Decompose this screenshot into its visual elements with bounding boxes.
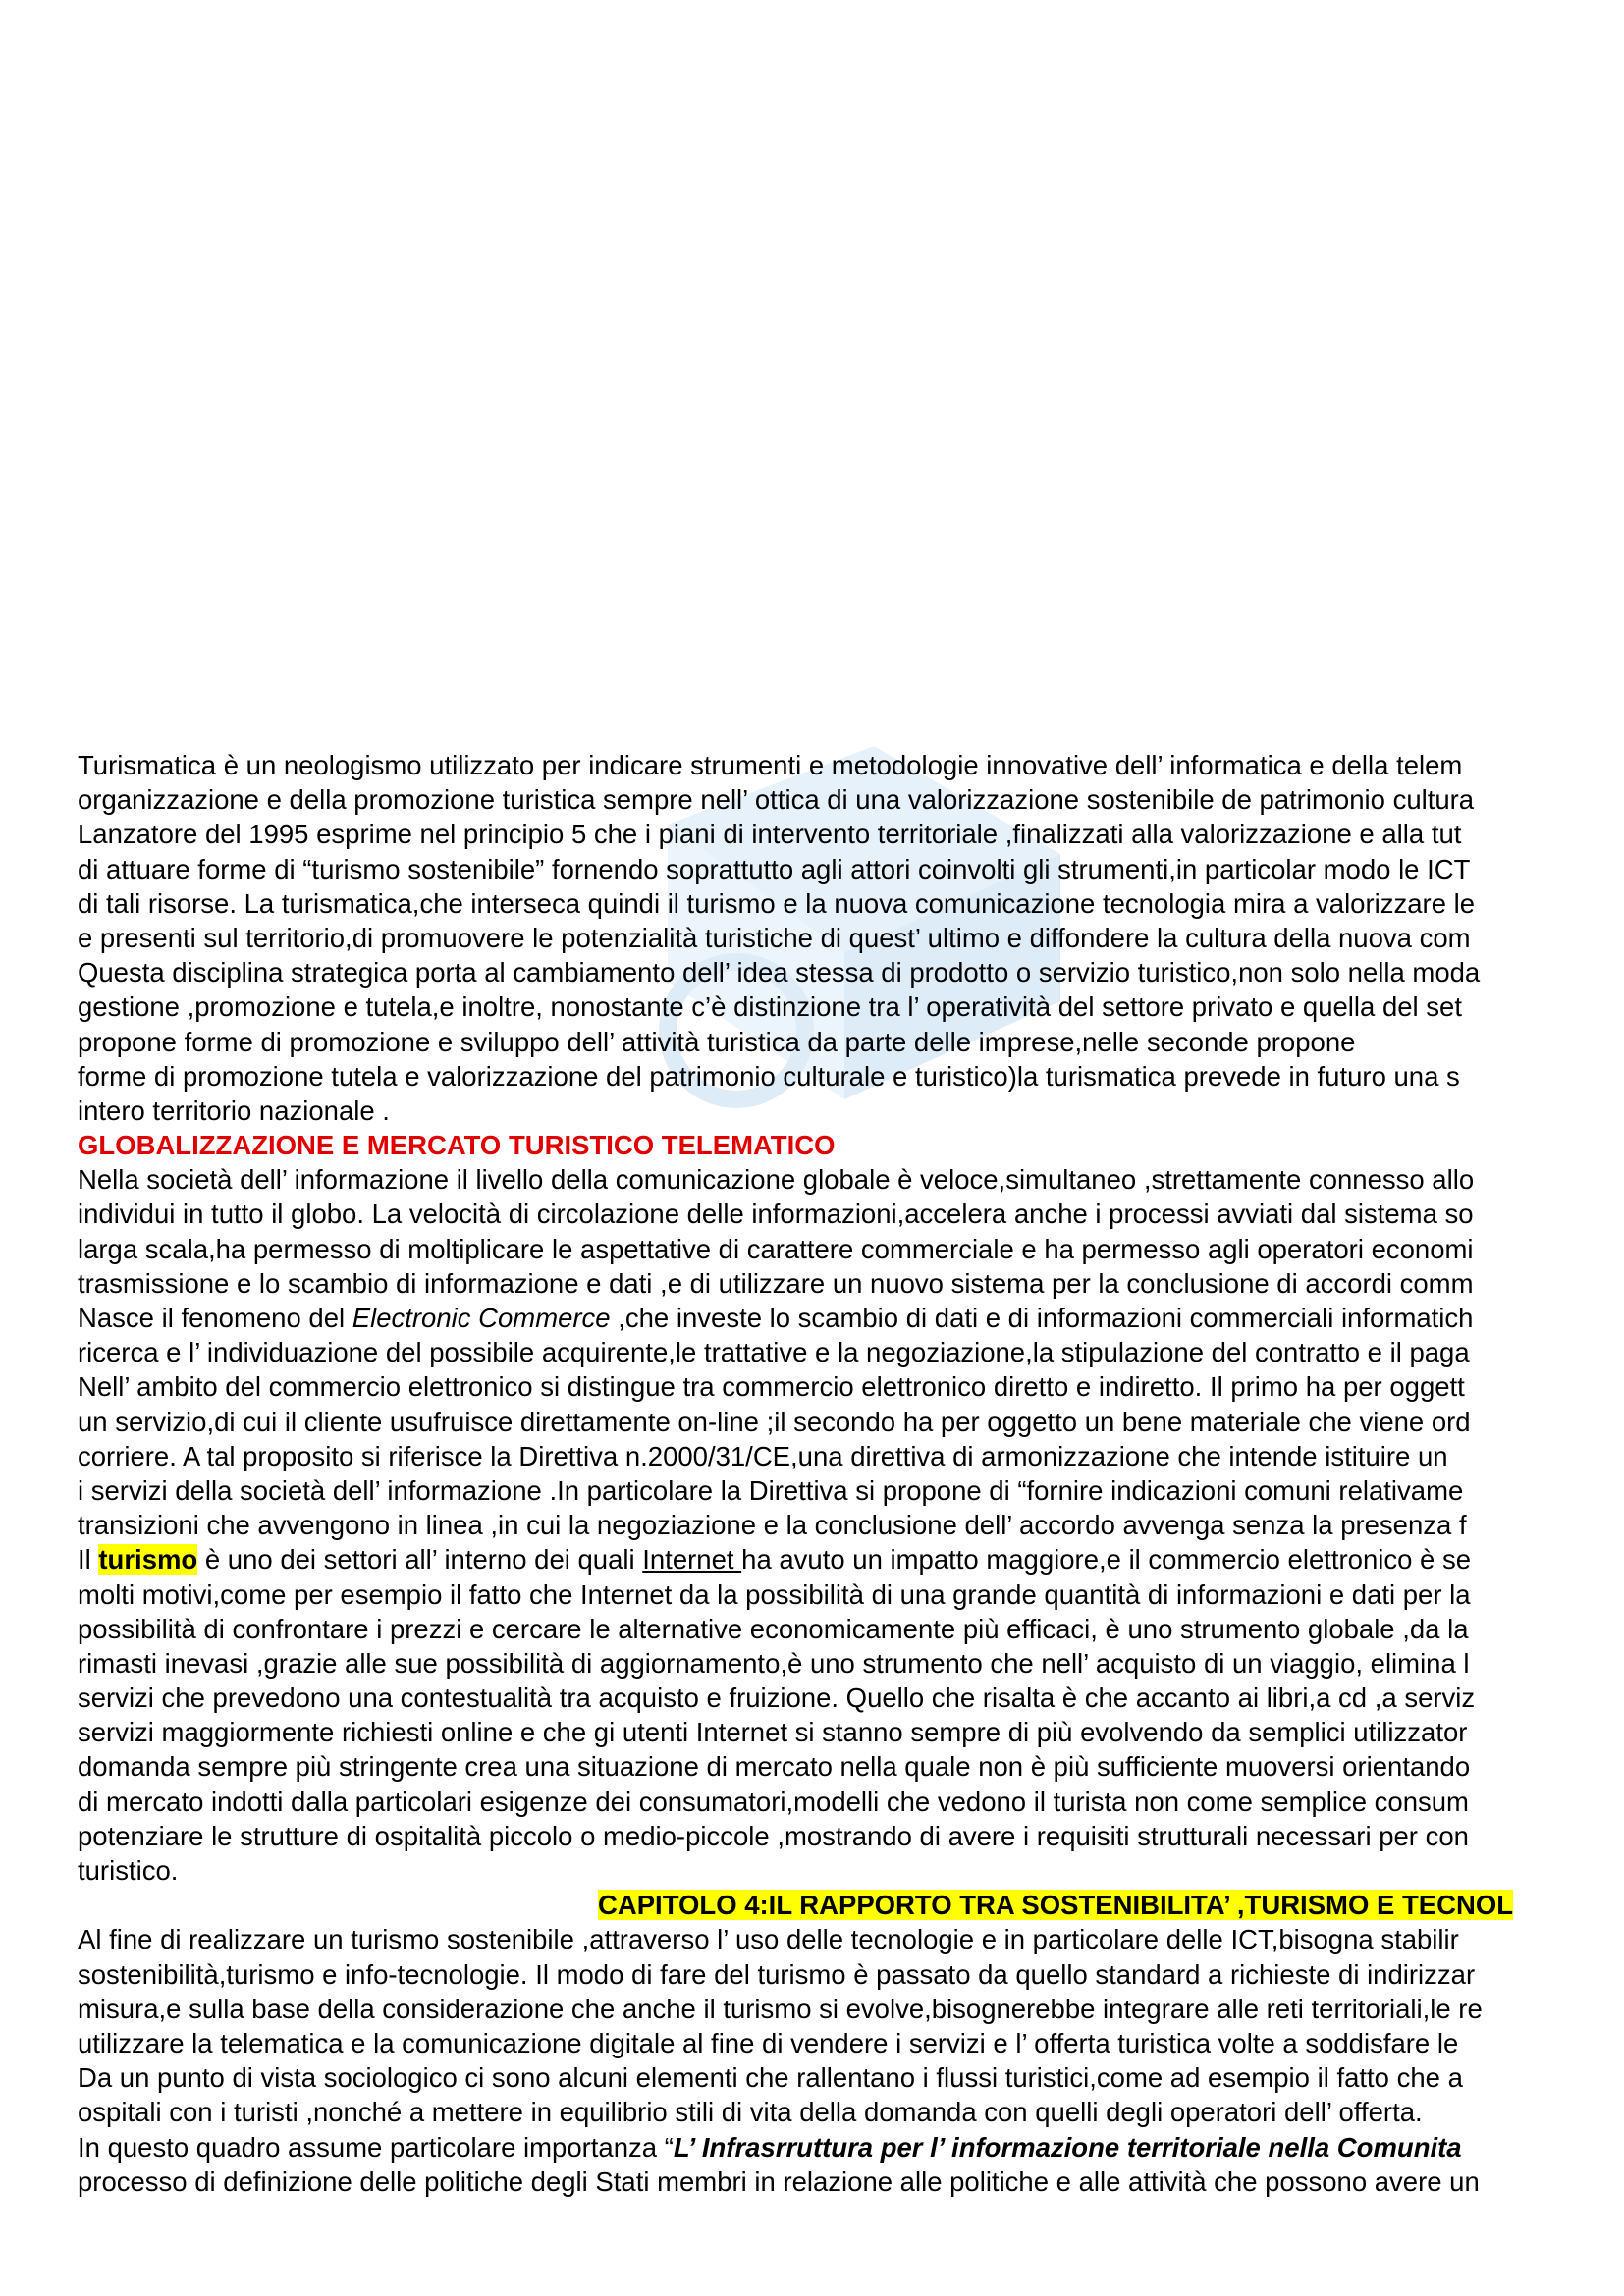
text-line: potenziare le strutture di ospitalità piccolo o medio-piccole ,mostrando di avere i requisiti strutturali necessari per con	[78, 1820, 1469, 1851]
text-span: è uno dei settori all’ interno dei quali	[197, 1544, 643, 1575]
text-line: di tali risorse. La turismatica,che interseca quindi il turismo e la nuova comunicazione tecnologia mira a valorizzare le	[78, 887, 1476, 919]
electronic-commerce-term: Electronic Commerce	[352, 1303, 611, 1333]
text-line: individui in tutto il globo. La velocità di circolazione delle informazioni,accelera anche i processi avviati dal sistema so	[78, 1199, 1474, 1230]
infrastructure-title: L’ Infrasrruttura per l’ informazione territoriale nella Comunita	[673, 2131, 1462, 2163]
text-line: processo di definizione delle politiche degli Stati membri in relazione alle politiche e alle attività che possono avere un	[78, 2165, 1480, 2197]
text-line: Nell’ ambito del commercio elettronico si distingue tra commercio elettronico diretto e indiretto. Il primo ha per oggett	[78, 1371, 1465, 1403]
text-line: turistico.	[78, 1855, 179, 1886]
text-line: propone forme di promozione e sviluppo dell’ attività turistica da parte delle imprese,nelle seconde propone	[78, 1026, 1356, 1057]
text-line: organizzazione e della promozione turistica sempre nell’ ottica di una valorizzazione sostenibile de patrimonio cultura	[78, 784, 1475, 816]
text-span: Il	[78, 1544, 99, 1575]
text-line: Lanzatore del 1995 esprime nel principio 5 che i piani di intervento territoriale ,finalizzati alla valorizzazione e alla tut	[78, 819, 1462, 850]
text-line: i servizi della società dell’ informazione .In particolare la Direttiva si propone di “fornire indicazioni comuni relativame	[78, 1474, 1464, 1506]
text-line: ricerca e l’ individuazione del possibile acquirente,le trattative e la negoziazione,la stipulazione del contratto e il paga	[78, 1337, 1470, 1368]
text-line: di mercato indotti dalla particolari esigenze dei consumatori,modelli che vedono il turista non come semplice consum	[78, 1786, 1469, 1817]
document-body	[78, 748, 1624, 2199]
text-line: forme di promozione tutela e valorizzazione del patrimonio culturale e turistico)la turismatica prevede in futuro una s	[78, 1060, 1460, 1092]
text-line: molti motivi,come per esempio il fatto che Internet da la possibilità di una grande quantità di informazioni e dati per la	[78, 1578, 1471, 1610]
text-line: ospitali con i turisti ,nonché a mettere in equilibrio stili di vita della domanda con quelli degli operatori dell’ offerta.	[78, 2097, 1423, 2128]
text-line: utilizzare la telematica e la comunicazione digitale al fine di vendere i servizi e l’ offerta turistica volte a soddisfare le	[78, 2027, 1459, 2058]
chapter-heading-text: CAPITOLO 4:IL RAPPORTO TRA SOSTENIBILITA’ ,TURISMO E TECNOL	[598, 1890, 1514, 1921]
text-line: misura,e sulla base della considerazione che anche il turismo si evolve,bisognerebbe integrare alle reti territoriali,le re	[78, 1993, 1483, 2024]
text-line: Turismatica è un neologismo utilizzato per indicare strumenti e metodologie innovative dell’ informatica e della telem	[78, 750, 1463, 780]
text-span: ,che investe lo scambio di dati e di informazioni commerciali informatich	[610, 1303, 1474, 1333]
text-span: ha avuto un impatto maggiore,e il commercio elettronico è se	[741, 1544, 1472, 1575]
text-line: Da un punto di vista sociologico ci sono alcuni elementi che rallentano i flussi turistici,come ad esempio il fatto che a	[78, 2062, 1463, 2094]
text-line: e presenti sul territorio,di promuovere le potenzialità turistiche di quest’ ultimo e diffondere la cultura della nuova com	[78, 922, 1471, 953]
text-span: In questo quadro assume particolare importanza “	[78, 2131, 674, 2163]
text-line-turismo	[78, 1542, 1624, 1576]
text-line: gestione ,promozione e tutela,e inoltre, nonostante c’è distinzione tra l’ operatività del settore privato e quella del set	[78, 991, 1462, 1023]
text-line: rimasti inevasi ,grazie alle sue possibilità di aggiornamento,è uno strumento che nell’ acquisto di un viaggio, elimina l	[78, 1647, 1470, 1679]
highlighted-term-turismo: turismo	[98, 1544, 198, 1575]
text-line: Questa disciplina strategica porta al cambiamento dell’ idea stessa di prodotto o servizio turistico,non solo nella moda	[78, 957, 1481, 988]
text-line: transizioni che avvengono in linea ,in cui la negoziazione e la conclusione dell’ accordo avvenga senza la presenza f	[78, 1510, 1467, 1541]
text-line: Nella società dell’ informazione il livello della comunicazione globale è veloce,simultaneo ,strettamente connesso allo	[78, 1164, 1475, 1196]
text-line: un servizio,di cui il cliente usufruisce direttamente on-line ;il secondo ha per oggetto un bene materiale che viene ord	[78, 1406, 1471, 1437]
text-line: possibilità di confrontare i prezzi e cercare le alternative economicamente più efficaci, è uno strumento globale ,da la	[78, 1613, 1469, 1644]
section-heading-globalizzazione: GLOBALIZZAZIONE E MERCATO TURISTICO TELEMATICO	[78, 1130, 836, 1161]
text-line-infrastruttura	[78, 2130, 1624, 2164]
text-line: Al fine di realizzare un turismo sostenibile ,attraverso l’ uso delle tecnologie e in particolare delle ICT,bisogna stabilir	[78, 1924, 1459, 1955]
text-line: di attuare forme di “turismo sostenibile” fornendo soprattutto agli attori coinvolti gli strumenti,in particolar modo le ICT	[78, 853, 1471, 884]
text-line: sostenibilità,turismo e info-tecnologie. Il modo di fare del turismo è passato da quello standard a richieste di indirizzar	[78, 1958, 1476, 1990]
text-span: Nasce il fenomeno del	[78, 1303, 352, 1333]
text-line: domanda sempre più stringente crea una situazione di mercato nella quale non è più sufficiente muoversi orientando	[78, 1751, 1471, 1783]
text-line-ecommerce	[78, 1301, 1624, 1335]
text-line: trasmissione e lo scambio di informazione e dati ,e di utilizzare un nuovo sistema per la conclusione di accordi comm	[78, 1267, 1474, 1299]
internet-link[interactable]: Internet	[642, 1544, 742, 1575]
text-line: intero territorio nazionale .	[78, 1095, 390, 1126]
text-line: larga scala,ha permesso di moltiplicare le aspettative di carattere commerciale e ha permesso agli operatori economi	[78, 1233, 1474, 1264]
text-line: servizi che prevedono una contestualità tra acquisto e fruizione. Quello che risalta è che accanto ai libri,a cd ,a serviz	[78, 1682, 1476, 1714]
chapter-heading	[78, 1888, 1624, 1922]
text-line: servizi maggiormente richiesti online e che gi utenti Internet si stanno sempre di più evolvendo da semplici utilizzator	[78, 1717, 1468, 1748]
text-line: corriere. A tal proposito si riferisce la Direttiva n.2000/31/CE,una direttiva di armonizzazione che intende istituire un	[78, 1440, 1448, 1471]
